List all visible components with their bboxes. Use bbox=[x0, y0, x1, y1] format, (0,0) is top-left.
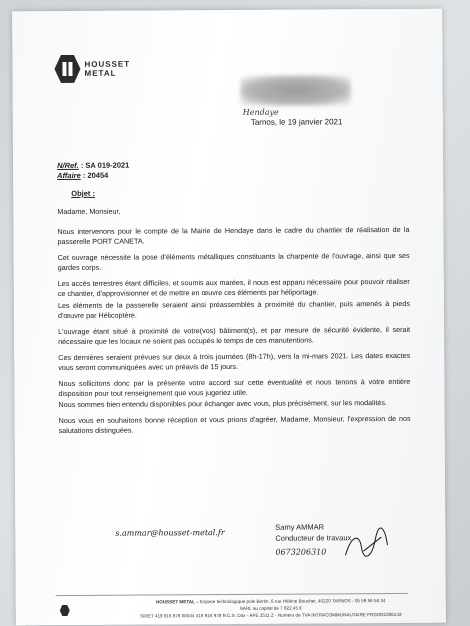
paragraph-5: L'ouvrage étant situé à proximité de votre(vos) bâtiment(s), et par mesure de sécurité évidente, il serait nécessaire que les locaux ne soient pas occupés le temps de ces manutentions. bbox=[58, 324, 411, 347]
salutation: Madame, Monsieur, bbox=[57, 206, 121, 217]
footer-registration: SIRET 419 916 978 00044 419 916 978 R.C.S. Dax - APE 2511 Z - Numéro de TVA INTRACOMMUNAUTAIRE FR24831306143 bbox=[140, 611, 402, 619]
paragraph-3: Les accès terrestres étant difficiles, et soumis aux marées, il nous est apparu nécessaire pour pouvoir réaliser ce chantier, d'approvisionner et de mettre en œuvre ces éléments par héliportage. bbox=[57, 276, 410, 299]
reference-line bbox=[57, 161, 129, 170]
place-and-date: Tarnos, le 19 janvier 2021 bbox=[250, 117, 343, 127]
affaire-label: Affaire bbox=[57, 170, 81, 181]
paragraph-6: Ces dernières seraient prévues sur deux à trois journées (8h-17h), vers la mi-mars 2021. Les dates exactes vous seront communiquées avec un préavis de 15 jours. bbox=[58, 350, 411, 373]
footer-capital: SARL au capital de 7 822,45 € bbox=[239, 605, 302, 611]
housset-logo-icon bbox=[54, 55, 80, 83]
paragraph-1: Nous intervenons pour le compte de la Mairie de Hendaye dans le cadre du chantier de réalisation de la passerelle PORT CANETA. bbox=[57, 224, 410, 247]
paragraph-8: Nous sommes bien entendu disponibles pour échanger avec vous, plus précisément, sur les modalités. bbox=[58, 398, 387, 410]
letter-page bbox=[12, 9, 446, 626]
footer-brand: HOUSSET METAL bbox=[155, 599, 195, 605]
footer-divider bbox=[56, 593, 408, 596]
paragraph-7: Nous sollicitons donc par la présente votre accord sur cette éventualité et nous tenons à votre entière disposition pour tout renseignement que vous jugeriez utile. bbox=[58, 376, 411, 399]
company-logo bbox=[54, 55, 130, 83]
objet-label: Objet : bbox=[71, 188, 96, 198]
ref-value: : SA 019-2021 bbox=[80, 160, 130, 170]
logo-brand-line1: HOUSSET bbox=[84, 59, 131, 69]
affaire-value: : 20454 bbox=[82, 170, 109, 180]
ref-label: N/Ref. bbox=[57, 160, 79, 171]
company-footer bbox=[116, 597, 426, 620]
signature-block bbox=[115, 521, 415, 573]
housset-footer-logo-icon bbox=[60, 605, 70, 616]
paragraph-2: Cet ouvrage nécessite la pose d'éléments métalliques constituants la charpente de l'ouvrage, ainsi que ses gardes corps. bbox=[57, 250, 410, 273]
signature-scribble bbox=[341, 525, 391, 565]
affaire-line bbox=[57, 171, 108, 180]
paragraph-9: Nous vous en souhaitons bonne réception et vous prions d'agréer, Madame, Monsieur, l'expression de nos salutations distinguées. bbox=[58, 413, 411, 436]
handwritten-email: s.ammar@housset-metal.fr bbox=[115, 528, 225, 538]
signer-title: Conducteur de travaux bbox=[275, 533, 352, 543]
logo-brand-line2: METAL bbox=[84, 68, 117, 78]
signer-name: Samy AMMAR bbox=[275, 522, 325, 532]
letter-body bbox=[57, 205, 410, 442]
handwritten-city: Hendaye bbox=[242, 107, 279, 117]
redacted-address-block bbox=[241, 75, 351, 106]
handwritten-phone: 0673206310 bbox=[275, 547, 327, 557]
footer-address: – Espace technologique pole Bertin, 6 rue Hélène Boucher, 40220 TARNOS - 05 59 56 56 34 bbox=[194, 598, 386, 605]
paragraph-4: Les éléments de la passerelle seraient ainsi préassemblés à proximité du chantier, puis amenés à pieds d'œuvre par Hélicoptère. bbox=[57, 298, 410, 321]
